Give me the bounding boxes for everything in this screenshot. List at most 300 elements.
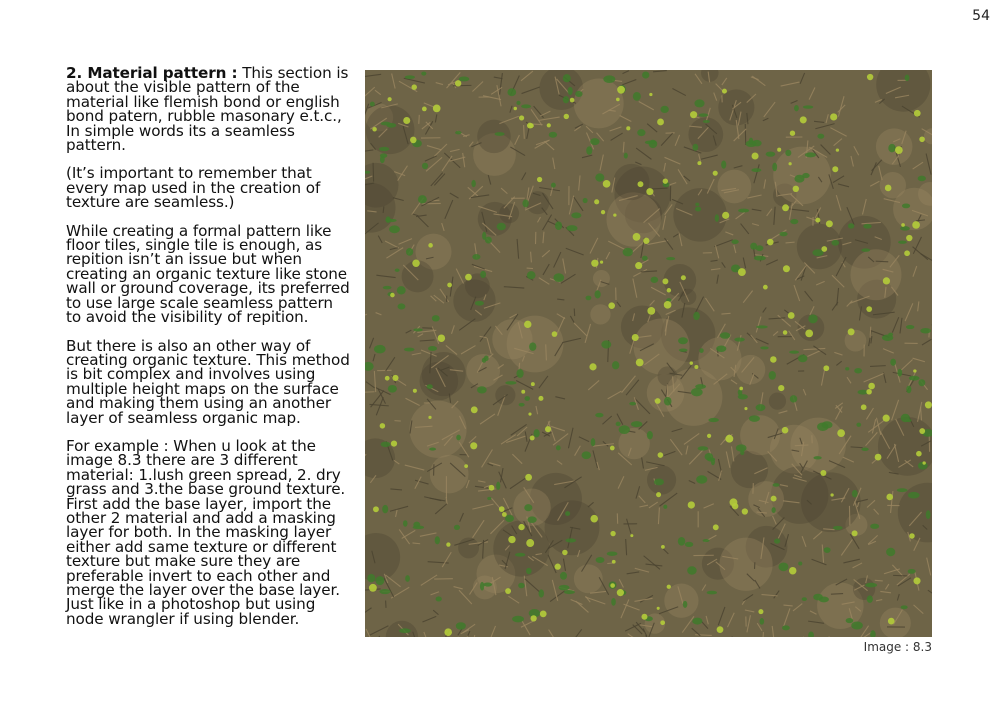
green-leaf [679,348,688,351]
bright-leaf [403,117,410,124]
green-leaf [539,589,544,597]
green-leaf [711,458,715,465]
bright-leaf [600,261,603,264]
green-leaf [867,595,873,602]
bright-leaf [524,321,531,328]
dry-grass-blade [365,392,374,393]
green-leaf [483,582,492,586]
bright-leaf [489,485,495,491]
bright-leaf [783,330,788,335]
soil-patch [420,362,459,401]
green-leaf [798,355,807,363]
bright-leaf [656,492,661,497]
bright-leaf [788,312,795,319]
bright-leaf [655,398,661,404]
bright-leaf [514,107,517,110]
green-leaf [595,413,603,418]
soil-patch [880,172,906,198]
green-leaf [647,431,653,439]
soil-patch [478,202,512,236]
green-leaf [406,248,413,256]
bright-leaf [830,113,837,120]
green-leaf [918,176,926,182]
green-leaf [454,525,460,530]
green-leaf [553,273,564,282]
green-leaf [370,102,375,107]
green-leaf [817,134,824,139]
green-leaf [405,575,410,582]
green-leaf [663,505,667,509]
green-leaf [897,369,902,377]
green-leaf [772,507,776,513]
green-leaf [691,388,703,396]
soil-patch [477,120,511,154]
bright-leaf [647,307,655,315]
green-leaf [851,622,863,630]
green-leaf [385,219,396,222]
green-leaf [527,271,536,279]
green-leaf [678,337,688,344]
bright-leaf [643,238,649,244]
bright-leaf [531,615,537,621]
bright-leaf [525,474,532,481]
green-leaf [906,386,911,394]
green-leaf [633,92,641,101]
green-leaf [374,345,386,354]
dry-grass-blade [875,580,883,581]
bright-leaf [613,213,616,216]
green-leaf [497,223,506,231]
green-leaf [863,224,871,229]
bright-leaf [805,330,813,338]
bright-leaf [537,177,542,182]
dry-grass-blade [412,543,420,544]
green-leaf [526,568,532,574]
green-leaf [715,214,719,222]
green-leaf [926,510,931,519]
green-leaf [381,122,391,126]
green-leaf [756,404,766,411]
soil-patch [574,79,624,129]
green-leaf [683,601,688,608]
green-leaf [854,368,862,374]
green-leaf [906,325,914,329]
bright-leaf [909,533,914,538]
green-leaf [661,106,669,113]
green-leaf [861,447,868,451]
green-leaf [505,381,516,384]
bright-leaf [744,407,747,410]
bright-leaf [662,278,668,284]
paragraph-2: (It’s important to remember that every map used in the creation of texture are seamless.) [66,164,321,212]
bright-leaf [742,508,748,514]
green-leaf [567,225,578,231]
bright-leaf [594,199,599,204]
dry-grass-blade [524,125,525,139]
green-leaf [687,566,697,575]
bright-leaf [767,239,774,246]
bright-leaf [837,429,845,437]
bright-leaf [447,283,452,288]
green-leaf [586,146,592,155]
bright-leaf [519,115,524,120]
green-leaf [512,616,524,623]
green-leaf [699,113,709,117]
bright-leaf [868,383,875,390]
bright-leaf [446,542,450,546]
bright-leaf [633,233,641,241]
green-leaf [601,340,611,348]
green-leaf [861,248,870,251]
green-leaf [515,553,525,557]
bright-leaf [505,588,511,594]
bright-leaf [667,585,671,589]
green-leaf [413,525,425,529]
green-leaf [890,359,896,366]
bright-leaf [521,390,525,394]
green-leaf [756,325,768,328]
bright-leaf [885,185,892,192]
bright-leaf [895,146,903,154]
green-leaf [611,598,616,606]
green-leaf [507,88,516,96]
green-leaf [583,198,588,203]
soil-patch [574,564,603,593]
soil-patch [590,304,610,324]
dry-grass-blade [695,635,712,636]
green-leaf [563,96,569,103]
green-leaf [766,151,776,156]
green-leaf [619,425,630,434]
bright-leaf [789,567,796,574]
bright-leaf [413,389,417,393]
bright-leaf [866,306,872,312]
bright-leaf [470,442,477,449]
green-leaf [472,254,480,260]
green-leaf [612,361,619,369]
green-leaf [803,105,813,108]
green-leaf [505,515,514,522]
green-leaf [699,348,703,353]
bright-leaf [883,415,890,422]
soil-patch [473,576,497,600]
bright-leaf [590,515,598,523]
green-leaf [692,144,698,151]
green-leaf [616,422,621,426]
green-leaf [664,397,672,406]
bright-leaf [826,220,833,227]
green-leaf [575,91,582,97]
bright-leaf [782,427,789,434]
green-leaf [716,345,726,351]
bright-leaf [617,86,625,94]
green-leaf [886,548,895,556]
green-leaf [603,75,615,83]
bright-leaf [617,589,624,596]
bright-leaf [529,123,534,128]
green-leaf [429,448,436,451]
bright-leaf [626,126,630,130]
green-leaf [565,538,576,542]
green-leaf [522,200,528,208]
bright-leaf [667,288,671,292]
bright-leaf [664,301,672,309]
green-leaf [694,99,704,107]
bright-leaf [919,428,925,434]
dry-grass-blade [546,344,547,360]
bright-leaf [789,162,792,165]
soil-patch [718,170,752,204]
green-leaf [649,140,658,148]
green-leaf [477,386,487,393]
green-leaf [496,482,500,490]
green-leaf [518,583,525,589]
bright-leaf [552,331,558,337]
paragraph-5: For example : When u look at the image 8.3 there are 3 different material: 1.lush green spread, 2. dry grass and 3.the base ground texture. First add the base layer, import the other 2 material and add a masking layer for both. In the masking layer either add same texture or different texture but make sure they are preferable invert to each other and merge the layer over the base layer. Just like in a photoshop but using node wrangler if using blender. [66,436,346,628]
green-leaf [901,605,908,609]
green-leaf [623,248,633,257]
green-leaf [586,296,592,301]
green-leaf [734,337,745,341]
dry-grass-blade [422,328,434,329]
green-leaf [846,618,854,623]
dry-grass-blade [893,575,907,576]
bright-leaf [392,375,398,381]
bright-leaf [661,545,665,549]
green-leaf [495,132,505,136]
green-leaf [773,483,780,487]
green-leaf [516,101,520,105]
green-leaf [485,237,492,244]
green-leaf [480,582,484,591]
green-leaf [845,367,849,370]
green-leaf [790,219,798,224]
green-leaf [596,557,605,563]
green-leaf [624,153,628,159]
green-leaf [908,492,920,499]
green-leaf [422,163,428,169]
ground-texture-image [365,70,932,637]
green-leaf [564,590,575,594]
bright-leaf [782,204,789,211]
bright-leaf [771,496,777,502]
green-leaf [456,435,461,441]
green-leaf [563,74,571,82]
bright-leaf [738,268,746,276]
bright-leaf [793,186,799,192]
green-leaf [707,591,717,595]
bright-leaf [465,274,472,281]
soil-patch [634,319,690,375]
bright-leaf [713,171,718,176]
green-leaf [779,232,787,237]
bright-leaf [636,359,644,367]
green-leaf [382,505,388,513]
bright-leaf [867,74,873,80]
paragraph-4: But there is also an other way of creating organic texture. This method is bit complex and involves using multiple height maps on the surface and making them using an another layer of seamless organic map. [66,336,350,427]
bright-leaf [528,413,531,416]
bright-leaf [657,119,664,126]
bright-leaf [373,506,379,512]
soil-patch [409,401,466,458]
bright-leaf [707,434,711,438]
bright-leaf [641,614,647,620]
green-leaf [901,414,910,422]
green-leaf [571,212,581,218]
green-leaf [749,415,760,422]
green-leaf [590,138,599,145]
soil-patch [797,224,842,269]
green-leaf [484,356,489,361]
green-leaf [813,594,823,601]
green-leaf [824,547,831,553]
green-leaf [525,396,530,401]
bright-leaf [904,250,910,256]
green-leaf [802,597,807,601]
green-leaf [380,156,385,164]
green-leaf [397,286,406,294]
bright-leaf [694,365,698,369]
paragraph-3: While creating a formal pattern like floor tiles, single tile is enough, as repition isn’t an issue but when creating an organic texture like stone wall or ground coverage, its preferred to use large scale seamless pattern to avoid the visibility of repition. [66,221,350,327]
bright-leaf [848,328,855,335]
green-leaf [487,497,491,500]
bright-leaf [912,221,920,229]
bright-leaf [739,387,743,391]
green-leaf [685,542,693,547]
bright-leaf [438,334,445,341]
green-leaf [533,429,539,437]
green-leaf [555,221,562,230]
bright-leaf [717,626,724,633]
bright-leaf [635,262,642,269]
dry-grass-blade [876,261,889,262]
green-leaf [375,576,384,585]
green-leaf [852,490,858,498]
dry-grass-blade [383,206,384,213]
green-leaf [738,394,748,399]
green-leaf [404,348,415,352]
green-leaf [388,385,397,393]
bright-leaf [410,137,417,144]
bright-leaf [502,512,507,517]
bright-leaf [531,382,535,386]
bright-leaf [412,259,420,267]
green-leaf [631,421,643,427]
bright-leaf [763,285,768,290]
bright-leaf [681,275,686,280]
green-leaf [383,286,392,289]
green-leaf [870,524,879,529]
green-leaf [731,240,738,244]
paragraph-1 [66,64,351,155]
bright-leaf [455,80,461,86]
bright-leaf [688,501,695,508]
bright-leaf [391,440,397,446]
green-leaf [595,173,604,181]
green-leaf [693,312,700,320]
bright-leaf [380,423,386,429]
green-leaf [751,168,761,172]
green-leaf [790,395,797,402]
green-leaf [379,589,390,594]
green-leaf [785,150,791,156]
bright-leaf [433,105,441,113]
green-leaf [902,203,910,208]
bright-leaf [591,260,598,267]
green-leaf [865,583,877,588]
bright-leaf [369,584,377,592]
green-leaf [560,572,567,580]
green-leaf [428,346,437,351]
bright-leaf [886,494,893,501]
green-leaf [642,256,648,261]
green-leaf [399,628,411,633]
bright-leaf [830,493,833,496]
bright-leaf [610,583,615,588]
green-leaf [897,488,908,492]
green-leaf [637,129,645,136]
green-leaf [459,77,470,82]
green-leaf [435,536,440,544]
bright-leaf [471,406,478,413]
bright-leaf [385,376,390,381]
green-leaf [738,209,749,213]
bright-leaf [916,451,922,457]
page-number: 54 [972,8,990,24]
green-leaf [774,539,780,544]
green-leaf [475,301,484,306]
paragraph-1-text: This section is about the visible pattern of the material like flemish bond or english bond patern, rubble masonary e.t.c., In simple words its a seamless pattern. [66,64,349,155]
green-leaf [772,163,777,172]
bright-leaf [538,396,543,401]
green-leaf [556,445,561,450]
green-leaf [752,140,762,146]
bright-leaf [770,356,777,363]
green-leaf [456,622,466,629]
bright-leaf [589,363,596,370]
bright-leaf [570,98,575,103]
soil-patch [719,538,772,591]
bright-leaf [610,446,615,451]
green-leaf [413,328,422,331]
bright-leaf [777,148,781,152]
bright-leaf [832,166,838,172]
green-leaf [769,371,776,380]
green-leaf [629,402,636,406]
green-leaf [720,332,730,338]
bright-leaf [540,610,547,617]
green-leaf [756,245,764,251]
bright-leaf [601,210,605,214]
bright-leaf [638,181,644,187]
bright-leaf [545,426,551,432]
bright-leaf [836,148,839,151]
green-leaf [696,475,707,484]
green-leaf [582,451,592,459]
green-leaf [695,207,701,212]
bright-leaf [562,550,567,555]
bright-leaf [823,365,829,371]
green-leaf [480,271,486,278]
green-leaf [367,574,375,583]
dry-grass-blade [519,363,520,370]
bright-leaf [630,534,633,537]
green-leaf [549,132,557,138]
bright-leaf [411,84,417,90]
bright-leaf [914,110,921,117]
bright-leaf [852,530,858,536]
green-leaf [782,625,790,630]
